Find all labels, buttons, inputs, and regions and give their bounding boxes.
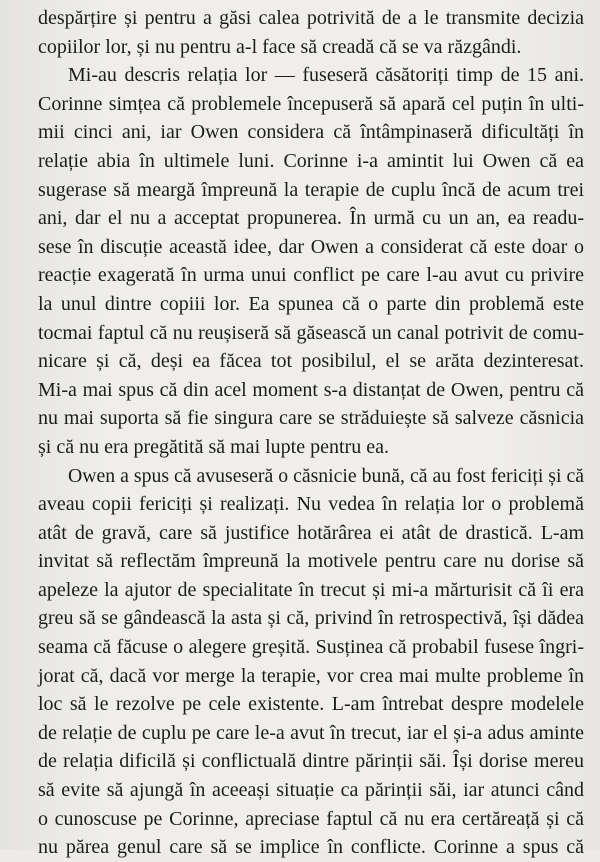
text-line: nicare și că, deși ea făcea tot posibilul, el se arăta dezinteresat. xyxy=(38,350,584,373)
text-line: nu părea genul care să se implice în conflicte. Corinne a spus că xyxy=(38,836,584,859)
text-line: mii cinci ani, iar Owen considera că întâmpinaseră dificultăți în xyxy=(38,121,584,144)
text-line: loc să le rezolve pe cele existente. L-am întrebat despre modelele xyxy=(38,693,584,716)
text-line: la unul dintre copiii lor. Ea spunea că o parte din problemă este xyxy=(38,292,584,315)
text-line: apeleze la ajutor de specialitate în trecut și mi-a mărturisit că îi era xyxy=(38,578,584,601)
text-line: relație abia în ultimele luni. Corinne i-a amintit lui Owen că ea xyxy=(38,149,584,172)
text-line: ani, dar el nu a acceptat propunerea. În urmă cu un an, ea readu- xyxy=(38,207,584,230)
text-line: greu să se gândească la asta și că, privind în retrospectivă, își dădea xyxy=(38,607,584,630)
text-line: nu mai suporta să fie singura care se străduiește să salveze căsnicia xyxy=(38,407,584,430)
text-line: o cunoscuse pe Corinne, apreciase faptul că nu era certăreață și că xyxy=(38,807,584,830)
text-line: de relație de cuplu pe care le-a avut în trecut, iar el și-a adus aminte xyxy=(38,721,584,744)
text-line: jorat că, dacă vor merge la terapie, vor crea mai multe probleme în xyxy=(38,664,584,687)
text-line: să evite să ajungă în aceeași situație ca părinții săi, iar atunci când xyxy=(38,779,584,802)
text-line: și că nu era pregătită să mai lupte pentru ea. xyxy=(38,435,389,458)
text-line: Mi-au descris relația lor — fuseseră căsătoriți timp de 15 ani. xyxy=(68,64,584,87)
text-line: copiilor lor, și nu pentru a-l face să creadă că se va răzgândi. xyxy=(38,35,522,58)
text-line: aveau copii fericiți și realizați. Nu vedea în relația lor o problemă xyxy=(38,493,584,516)
text-line: atât de gravă, care să justifice hotărârea ei atât de drastică. L-am xyxy=(38,521,584,544)
text-line: tocmai faptul că nu reușiseră să găsească un canal potrivit de comu- xyxy=(38,321,584,344)
body-text xyxy=(38,4,584,862)
text-line: sugerase să meargă împreună la terapie de cuplu încă de acum trei xyxy=(38,178,584,201)
text-line: sese în discuție această idee, dar Owen a considerat că este doar o xyxy=(38,235,584,258)
text-line: Corinne simțea că problemele începuseră să apară cel puțin în ulti- xyxy=(38,92,584,115)
text-line: seama că făcuse o alegere greșită. Susținea că probabil fusese îngri- xyxy=(38,636,584,659)
text-line: despărțire și pentru a găsi calea potrivită de a le transmite decizia xyxy=(38,7,584,29)
text-line: invitat să reflectăm împreună la motivele pentru care nu dorise să xyxy=(38,550,584,573)
text-line: Mi-a mai spus că din acel moment s-a distanțat de Owen, pentru că xyxy=(38,378,584,401)
text-line: reacție exagerată în urma unui conflict pe care l-au avut cu privire xyxy=(38,264,584,287)
text-line: Owen a spus că avuseseră o căsnicie bună, că au fost fericiți și că xyxy=(68,464,584,487)
text-line: de relația dificilă și conflictuală dintre părinții săi. Își dorise mereu xyxy=(38,750,584,773)
